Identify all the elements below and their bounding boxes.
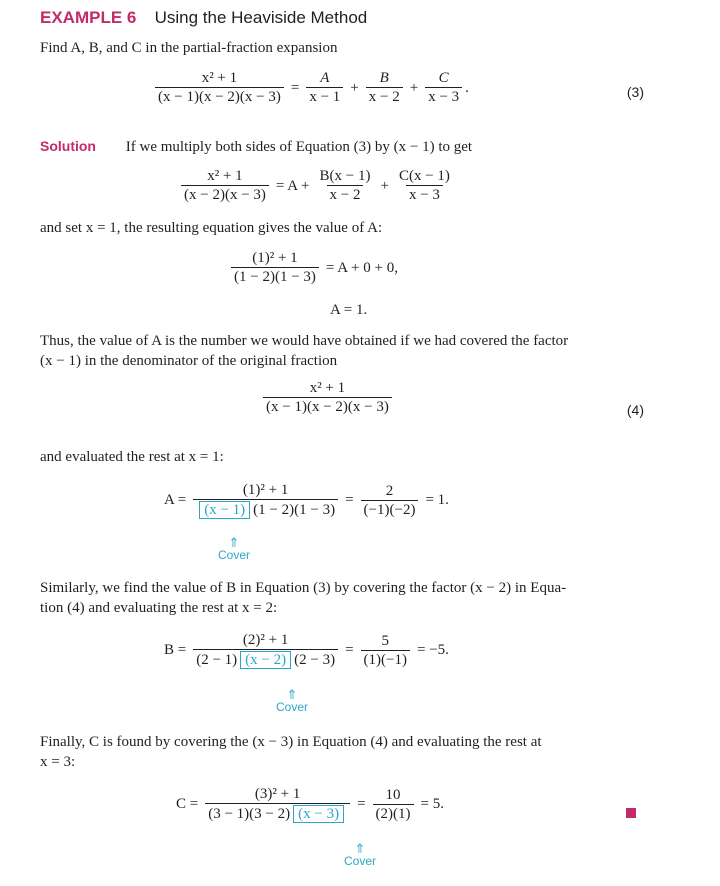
up-arrow-icon: ⇑ xyxy=(286,687,298,702)
cover-annotation-a: ⇑ Cover xyxy=(218,535,251,562)
similarly-line-1: Similarly, we find the value of B in Equation (3) by covering the factor (x − 2) in Equa- xyxy=(40,580,567,596)
finally-line-2: x = 3: xyxy=(40,754,76,770)
eq3-term-b: $\frac{B}{x - 2}$ xyxy=(366,70,403,106)
equation-4: $\frac{\text{x² + 1}}{(x - 1)(x - 2)(x - 3)}$ xyxy=(260,380,395,416)
set-x-text: and set x = 1, the resulting equation gives the value of A: xyxy=(40,220,383,236)
calc-c: C = (3)² + 1 (3 − 1)(3 − 2) (x − 3) = $\frac{10}{(2)(1)}$ = 5. xyxy=(176,786,444,822)
end-of-example-square-icon xyxy=(626,808,636,818)
thus-line-1: Thus, the value of A is the number we would have obtained if we had covered the factor xyxy=(40,333,569,349)
a-result: A = 1. xyxy=(330,302,368,318)
equation-number-3: (3) xyxy=(626,84,644,100)
cover-annotation-c: ⇑ Cover xyxy=(344,841,377,868)
intro-text: Find A, B, and C in the partial-fraction expansion xyxy=(40,40,338,56)
thus-line-2: (x − 1) in the denominator of the original fraction xyxy=(40,353,338,369)
cover-annotation-b: ⇑ Cover xyxy=(276,687,309,714)
finally-line-1: Finally, C is found by covering the (x − 3) in Equation (4) and evaluating the rest at xyxy=(40,734,542,750)
eq3-term-a: $\frac{A}{x - 1}$ xyxy=(306,70,343,106)
calc-a: A = (1)² + 1 (x − 1) (1 − 2)(1 − 3) = $\frac{2}{(-1)(-2)}$ = 1. xyxy=(164,482,449,518)
eq3-lhs-fraction: $\frac{\text{x² + 1}}{(x - 1)(x - 2)(x - 3)}$ xyxy=(155,70,284,106)
solution-line xyxy=(40,138,472,156)
up-arrow-icon: ⇑ xyxy=(228,535,240,550)
up-arrow-icon: ⇑ xyxy=(354,841,366,856)
covered-factor-c: (x − 3) xyxy=(293,805,344,823)
solution-text: If we multiply both sides of Equation (3) by (x − 1) to get xyxy=(125,139,473,155)
similarly-line-2: tion (4) and evaluating the rest at x = 2: xyxy=(40,600,278,616)
example-label: EXAMPLE 6 xyxy=(40,8,137,27)
example-header xyxy=(40,8,367,28)
covered-factor-b: (x − 2) xyxy=(240,651,291,669)
calc-b: B = (2)² + 1 (2 − 1) (x − 2) (2 − 3) = $\frac{5}{(1)(-1)}$ = −5. xyxy=(164,632,449,668)
evaluated-text: and evaluated the rest at x = 1: xyxy=(40,449,224,465)
equation-number-4: (4) xyxy=(626,402,644,418)
equation-3: $\frac{\text{x² + 1}}{(x - 1)(x - 2)(x - 3)}$ = $\frac{A}{x - 1}$ + $\frac{B}{x - 2}$ + $\frac{C}{x - 3}$ . xyxy=(152,70,469,106)
solution-label: Solution xyxy=(40,138,96,154)
example-title: Using the Heaviside Method xyxy=(154,8,368,27)
covered-factor-a: (x − 1) xyxy=(199,501,250,519)
equation-a-substitution: $\frac{\text{(1)² + 1}}{(1 - 2)(1 - 3)}$ = A + 0 + 0, xyxy=(228,250,402,286)
equation-multiplied: $\frac{\text{x² + 1}}{(x - 2)(x - 3)}$ = A + $\frac{B(x - 1)}{x - 2}$ + $\frac{C(x - 1)}{x - 3}$ xyxy=(178,168,456,204)
eq3-term-c: $\frac{C}{x - 3}$ xyxy=(425,70,462,106)
